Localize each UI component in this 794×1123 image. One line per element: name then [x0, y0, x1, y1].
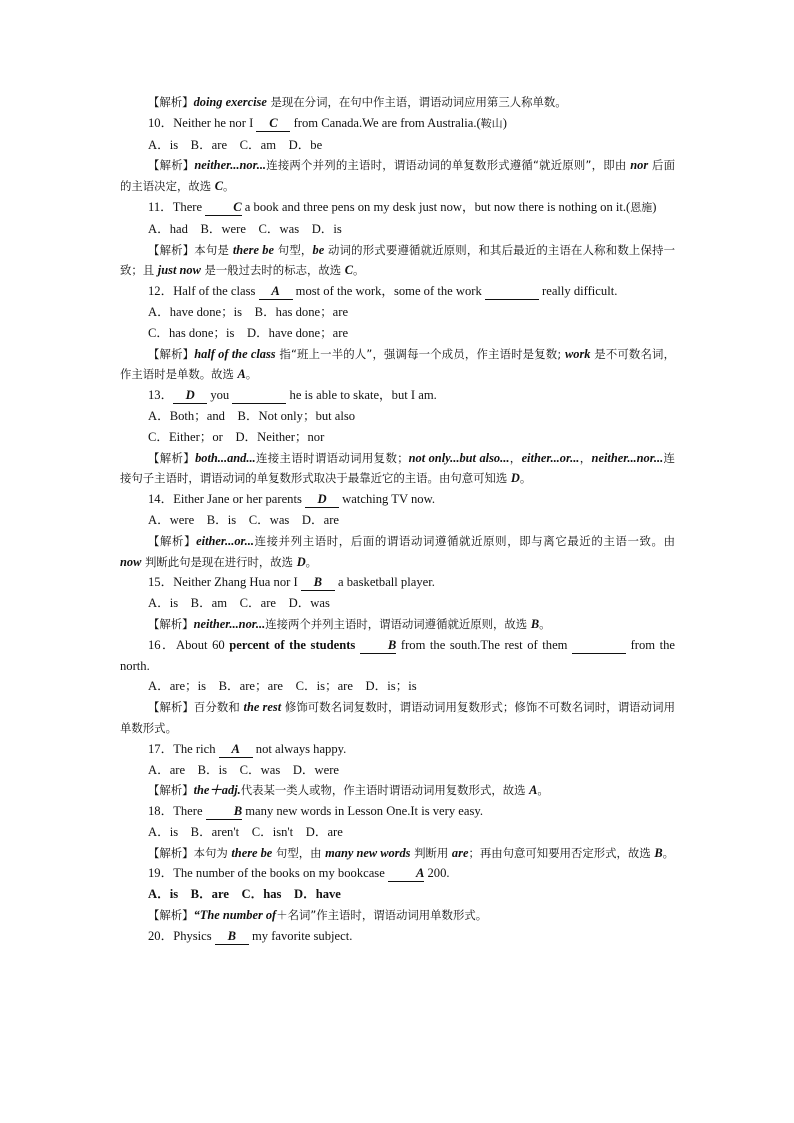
answer-options: C．Either；or D．Neither；nor [148, 429, 325, 444]
answer-blank: A [388, 866, 424, 882]
answer-options: A．is B．am C．are D．was [148, 596, 330, 611]
answer-blank: B [206, 804, 242, 820]
analysis-paragraph: 【解析】本句为 there be 句型，由 many new words 判断用 are；再由句意可知要用否定形式，故选 B。 [148, 845, 674, 860]
document-page [120, 92, 675, 947]
question-line: 13． D you he is able to skate，but I am. [148, 388, 437, 403]
question-line: 19．The number of the books on my bookcase A 200. [148, 866, 450, 881]
question-line: 11．There C a book and three pens on my desk just now，but now there is nothing on it.(恩施) [148, 199, 657, 214]
answer-options: A．were B．is C．was D．are [148, 512, 339, 527]
analysis-paragraph: 【解析】doing exercise 是现在分词，在句中作主语，谓语动词应用第三人称单数。 [148, 95, 567, 109]
analysis-paragraph: 【解析】本句是 there be 句型，be 动词的形式要遵循就近原则，和其后最近的主语在人称和数上保持一致；且 just now 是一般过去时的标志，故选 C。 [120, 242, 676, 278]
analysis-paragraph: 【解析】the＋adj.代表某一类人或物，作主语时谓语动词用复数形式，故选 A。 [148, 783, 549, 798]
answer-blank: A [219, 742, 253, 758]
answer-options: A．are；is B．are；are C．is；are D．is；is [148, 679, 417, 694]
source-city: 鞍山 [480, 116, 503, 130]
question-line: 18．There B many new words in Lesson One.It is very easy. [148, 804, 483, 819]
question-line: 12．Half of the class A most of the work，some of the work really difficult. [148, 284, 618, 299]
question-line: 15．Neither Zhang Hua nor I B a basketball player. [148, 575, 435, 590]
answer-blank: B [301, 575, 335, 591]
question-line: 14．Either Jane or her parents D watching TV now. [148, 492, 435, 507]
empty-blank [232, 388, 286, 404]
answer-options: A．is B．are C．am D．be [148, 137, 323, 152]
analysis-paragraph: 【解析】neither...nor...连接两个并列的主语时，谓语动词的单复数形式遵循“就近原则”，即由 nor 后面的主语决定，故选 C。 [120, 158, 675, 194]
question-line: 20．Physics B my favorite subject. [148, 928, 353, 943]
answer-options: A．is B．aren't C．isn't D．are [148, 824, 343, 839]
analysis-paragraph: 【解析】neither...nor...连接两个并列主语时，谓语动词遵循就近原则，故选 B。 [148, 616, 551, 631]
answer-options: A．are B．is C．was D．were [148, 762, 339, 777]
analysis-paragraph: 【解析】“The number of＋名词”作主语时，谓语动词用单数形式。 [148, 908, 488, 923]
analysis-paragraph: 【解析】both...and...连接主语时谓语动词用复数；not only...but also...，either...or...，neither...nor...连接句子主语时，谓语动词的单复数形式取决于最靠近它的主语。由句意可知选 D。 [120, 450, 675, 486]
answer-blank: D [305, 492, 339, 508]
answer-options: A．had B．were C．was D．is [148, 221, 342, 236]
source-city: 恩施 [630, 200, 653, 214]
analysis-paragraph: 【解析】either...or...连接并列主语时，后面的谓语动词遵循就近原则，即与离它最近的主语一致。由 now 判断此句是现在进行时，故选 D。 [120, 533, 675, 569]
empty-blank [572, 638, 626, 654]
empty-blank [485, 284, 539, 300]
answer-options: A．have done；is B．has done；are [148, 304, 349, 319]
answer-options: A．Both；and B．Not only；but also [148, 408, 356, 423]
answer-options: C．has done；is D．have done；are [148, 325, 349, 340]
answer-blank: A [259, 284, 293, 300]
analysis-paragraph: 【解析】百分数和 the rest 修饰可数名词复数时，谓语动词用复数形式；修饰不可数名词时，谓语动词用单数形式。 [120, 700, 675, 735]
answer-blank: C [205, 200, 241, 216]
question-line: 10．Neither he nor I C from Canada.We are from Australia.(鞍山) [148, 115, 507, 130]
analysis-paragraph: 【解析】half of the class 指“班上一半的人”，强调每一个成员，作主语时是复数; work 是不可数名词，作主语时是单数。故选 A。 [120, 346, 675, 382]
question-line: 17．The rich A not always happy. [148, 741, 347, 756]
question-line: 16．About 60 percent of the students B from the south.The rest of them from the north. [120, 637, 676, 673]
answer-blank: B [360, 638, 396, 654]
answer-blank: C [256, 116, 290, 132]
answer-blank: D [173, 388, 207, 404]
bold-phrase: percent of the students [229, 637, 356, 652]
answer-blank: B [215, 929, 249, 945]
answer-options: A．is B．are C．has D．have [148, 887, 341, 902]
